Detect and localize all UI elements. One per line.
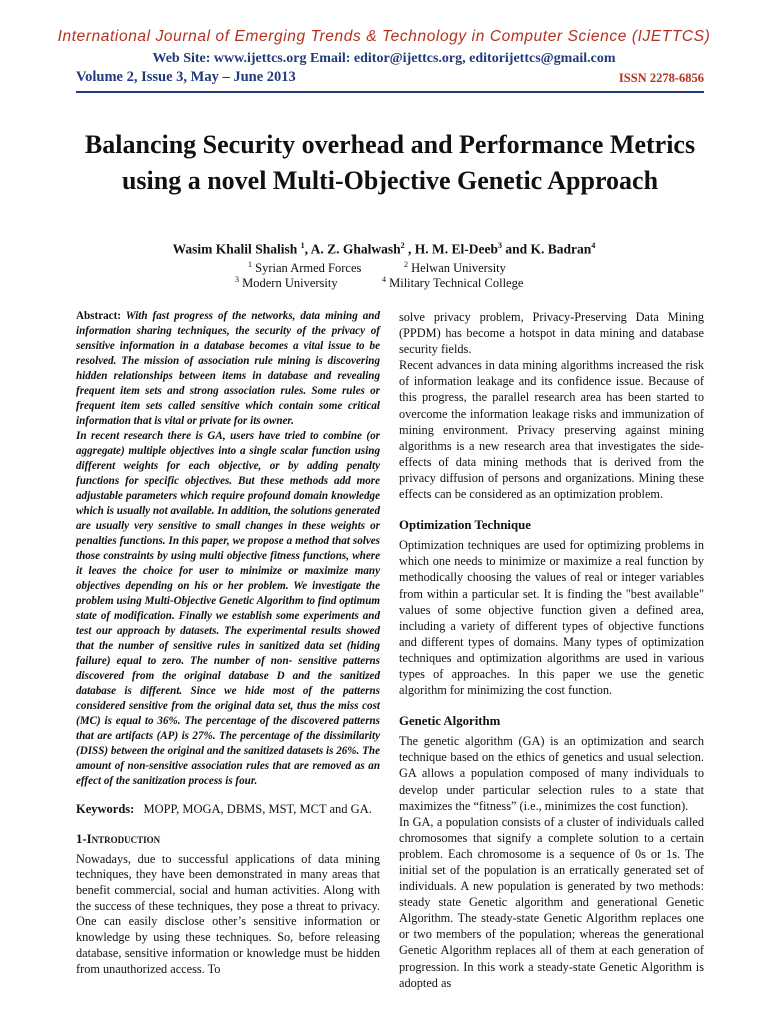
affiliation <box>404 260 506 276</box>
author-name: K. Badran <box>530 241 592 257</box>
author-sup: 2 <box>400 241 405 250</box>
section-heading <box>76 832 380 848</box>
volume-info: Volume 2, Issue 3, May – June 2013 <box>76 69 296 85</box>
intro-paragraph: Nowadays, due to successful applications of data mining techniques, they have been demonstrated in many areas that benefit commercial, social and human activities. Along with the success of these techniques, they pose a threat to privacy. One can easily disclose other’s sensitive information or knowledge by using these techniques. So, before releasing database, sensitive information or knowledge must be hidden from unauthorized access. To <box>76 851 380 976</box>
section-heading: Optimization Technique <box>399 518 531 533</box>
author-sup: 1 <box>300 241 305 250</box>
affiliation <box>248 260 361 276</box>
affiliation-name: Syrian Armed Forces <box>255 261 362 276</box>
author-sup: 3 <box>498 241 503 250</box>
paper-title: Balancing Security overhead and Performance Metrics using a novel Multi-Objective Genetic Approach <box>84 130 696 195</box>
affiliation-name: Modern University <box>242 276 338 291</box>
abstract-text: With fast progress of the networks, data mining and information sharing techniques, the security of the privacy of sensitive information in a database becomes a vital issue to be resolved. The mission of association rule mining is discovering hidden relationships between items in database and revealing frequent item sets and strong association rules. Some rules or frequent item sets called sensitive which contain some critical information that is vital or private for its owner. <box>76 310 380 427</box>
body-paragraph: solve privacy problem, Privacy-Preserving Data Mining (PPDM) has become a hotspot in data mining and database security fields. <box>399 310 704 357</box>
affiliation <box>235 275 338 291</box>
abstract-paragraph: In recent research there is GA, users have tried to combine (or aggregate) multiple objectives into a single scalar function using different weights for each objective, or by adding penalty functions for specific objectives. But these methods add more adjustable parameters which require profound domain knowledge which is usually not available. In addition, the solutions generated are usually very sensitive to small changes in these weights or penalties functions. In this paper, we propose a method that solves those constraints by using multi objective fitness functions, where it leaves the choice for user to minimize or maximize many objectives depending on his or her problem. We investigate the problem using Multi-Objective Genetic Algorithm to find optimum state of modification. Finally we establish some experiments and test our approach by datasets. The experimental results showed that the number of sensitive rules in sanitized data set (hiding failure) equal to zero. The number of non- sensitive patterns discovered from the original database D and the sanitized database is different. Since we hide most of the patterns considered sensitive from the original data set, thus the miss cost (MC) is equal to 36%. The percentage of the discovered patterns that are artifacts (AP) is 27%. The percentage of the dissimilarity (DISS) between the original and the sanitized datasets is 26%. The amount of non-sensitive association rules that are removed as an effect of the sanitization process is four. <box>76 430 380 787</box>
section-number: 1- <box>76 832 87 846</box>
header-rule <box>76 91 704 93</box>
body-paragraph: The genetic algorithm (GA) is an optimization and search technique based on the ethics of genetics and usual selection. GA allows a population composed of many individuals to develop under particular selection rules to a state that maximizes the “fitness” (i.e., minimizes the cost function). <box>399 734 704 813</box>
affiliation <box>382 275 523 291</box>
author-sup: 4 <box>591 241 596 250</box>
body-paragraph: Optimization techniques are used for optimizing problems in which one needs to minimize or maximize a real function by methodically choosing the values of real or integer variables from within a particular set. It is finding the "best available" values of some objective function given a defined area, including a variety of different types of objective functions and different types of domains. Many types of optimization techniques and optimization algorithms are used in various types of approaches. In this paper we use the genetic algorithm for minimizing the cost function. <box>399 538 704 698</box>
section-heading: Genetic Algorithm <box>399 714 501 729</box>
keywords-label: Keywords: <box>76 802 135 816</box>
right-column <box>399 309 704 991</box>
section-title: Introduction <box>86 832 161 846</box>
author-name: H. M. El-Deeb <box>414 241 499 257</box>
keywords <box>76 801 380 817</box>
abstract-paragraph <box>76 309 380 429</box>
body-paragraph: In GA, a population consists of a cluster of individuals called chromosomes that signify a complete solution to a certain problem. Each chromosome is a sequence of 0s or 1s. The initial set of the population is an erratically generated set of individuals. A new population is generated by two methods: steady state Genetic algorithm and generational Genetic Algorithm. The steady-state Genetic Algorithm replaces one or two members of the population; whereas the generational Genetic Algorithm replaces all of them at each generation of progression. In this work a steady-state Genetic Algorithm is adopted as <box>399 814 704 990</box>
author-list: Wasim Khalil Shalish $^1$, A. Z. Ghalwash$^2$ , H. M. El-Deeb$^3$ and K. Badran$^4$ <box>172 241 596 257</box>
affiliation-name: Military Technical College <box>389 276 524 291</box>
keywords-text: MOPP, MOGA, DBMS, MST, MCT and GA. <box>143 802 372 816</box>
author-name: A. Z. Ghalwash <box>310 241 401 257</box>
affiliation-sup: 4 <box>382 275 386 284</box>
journal-title: International Journal of Emerging Trends & Technology in Computer Science (IJETTCS) <box>57 28 711 45</box>
affiliation-sup: 3 <box>235 275 239 284</box>
abstract-label: Abstract: <box>76 310 121 322</box>
author-name: Wasim Khalil Shalish <box>172 241 298 257</box>
left-column <box>76 309 380 977</box>
body-paragraph: Recent advances in data mining algorithms increased the risk of information leakage and its confidence issue. Because of this progress, the parallel research area has been started to overcome the information leakage risks and immunization of mining environment. Privacy preserving against mining algorithms is a new research area that investigates the side-effects of data mining methods that is derived from the privacy diffusion of persons and organizations. Mining these effects can be considered as an optimization problem. <box>399 358 704 502</box>
affiliation-sup: 2 <box>404 260 408 269</box>
affiliation-sup: 1 <box>248 260 252 269</box>
affiliation-name: Helwan University <box>411 261 506 276</box>
issn: ISSN 2278-6856 <box>618 71 704 85</box>
journal-website: Web Site: www.ijettcs.org Email: editor@ijettcs.org, editorijettcs@gmail.com <box>152 51 616 66</box>
